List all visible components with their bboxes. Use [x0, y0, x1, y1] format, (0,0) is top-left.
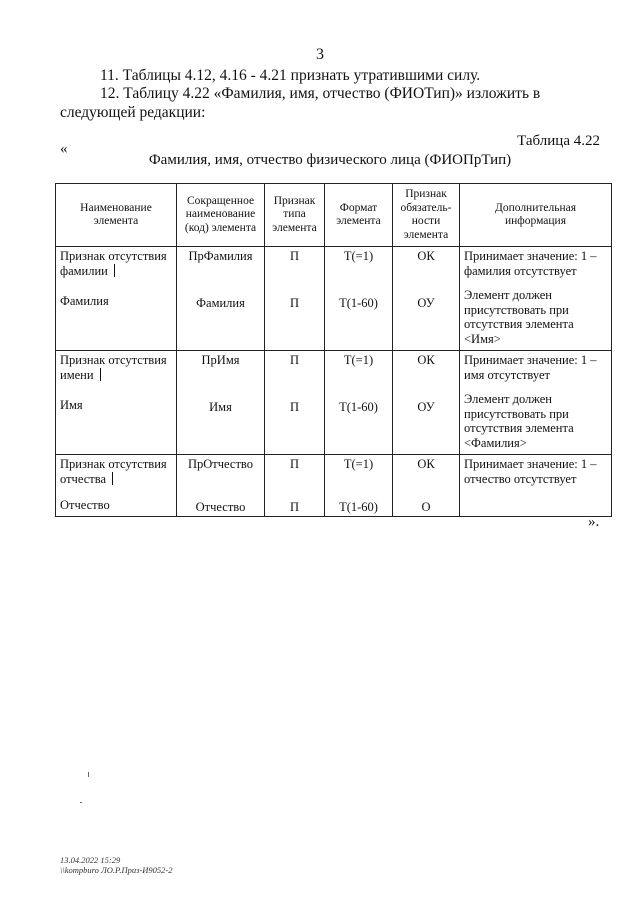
header-type: Признак типа элемента: [265, 184, 325, 247]
cell-type: П П: [265, 247, 325, 351]
element-name: Имя: [60, 398, 83, 412]
cell-format: Т(=1) Т(1-60): [325, 247, 393, 351]
cell-code: ПрОтчество Отчество: [177, 455, 265, 517]
element-name: Признак отсутствия отчества: [60, 457, 167, 486]
paragraph-11: 11. Таблицы 4.12, 4.16 - 4.21 признать утратившими силу.: [100, 67, 481, 84]
footer-filepath: \\kompburo ЛО.Р.Приз-И9052-2: [60, 865, 173, 875]
scan-mark: [88, 772, 89, 777]
cell-code: ПрФамилия Фамилия: [177, 247, 265, 351]
table-label: Таблица 4.22: [517, 133, 600, 149]
cell-required: ОК О: [393, 455, 460, 517]
table-title: Фамилия, имя, отчество физического лица (ФИОПрТип): [148, 152, 512, 168]
paragraph-12: 12. Таблицу 4.22 «Фамилия, имя, отчество (ФИОТип)» изложить в следующей редакции:: [60, 85, 541, 121]
cell-format: Т(=1) Т(1-60): [325, 351, 393, 455]
cell-code: ПрИмя Имя: [177, 351, 265, 455]
cell-required: ОК ОУ: [393, 247, 460, 351]
cell-format: Т(=1) Т(1-60): [325, 455, 393, 517]
scan-mark: [80, 802, 82, 803]
footer-timestamp: 13.04.2022 15:29: [60, 855, 121, 865]
cell-name: [56, 351, 177, 455]
header-name: Наименование элемента: [56, 184, 177, 247]
cell-type: П П: [265, 351, 325, 455]
element-name: Признак отсутствия имени: [60, 353, 167, 382]
table-header-row: [56, 184, 612, 247]
header-format: Формат элемента: [325, 184, 393, 247]
cell-required: ОК ОУ: [393, 351, 460, 455]
cell-name: [56, 247, 177, 351]
cell-type: П П: [265, 455, 325, 517]
cell-info: Принимает значение: 1 – фамилия отсутствует Элемент должен присутствовать при отсутствия элемента <Имя>: [460, 247, 612, 351]
element-name: Отчество: [60, 498, 110, 512]
header-required: Признак обязатель-ности элемента: [393, 184, 460, 247]
cell-name: [56, 455, 177, 517]
opening-quote: «: [60, 141, 68, 157]
table-row: [56, 455, 612, 517]
elements-table: [55, 183, 612, 517]
table-row: [56, 351, 612, 455]
cursor-mark: [112, 472, 113, 485]
cursor-mark: [114, 264, 115, 277]
cell-info: Принимает значение: 1 – отчество отсутствует: [460, 455, 612, 517]
table-row: [56, 247, 612, 351]
element-name: Признак отсутствия фамилии: [60, 249, 167, 278]
element-name: Фамилия: [60, 294, 109, 308]
cursor-mark: [100, 368, 101, 381]
header-info: Дополнительная информация: [460, 184, 612, 247]
page-number: 3: [316, 46, 324, 63]
closing-quote: ».: [588, 514, 600, 530]
footer-stamp: [60, 855, 173, 875]
header-code: Сокращенное наименование (код) элемента: [177, 184, 265, 247]
cell-info: Принимает значение: 1 – имя отсутствует Элемент должен присутствовать при отсутствия элемента <Фамилия>: [460, 351, 612, 455]
